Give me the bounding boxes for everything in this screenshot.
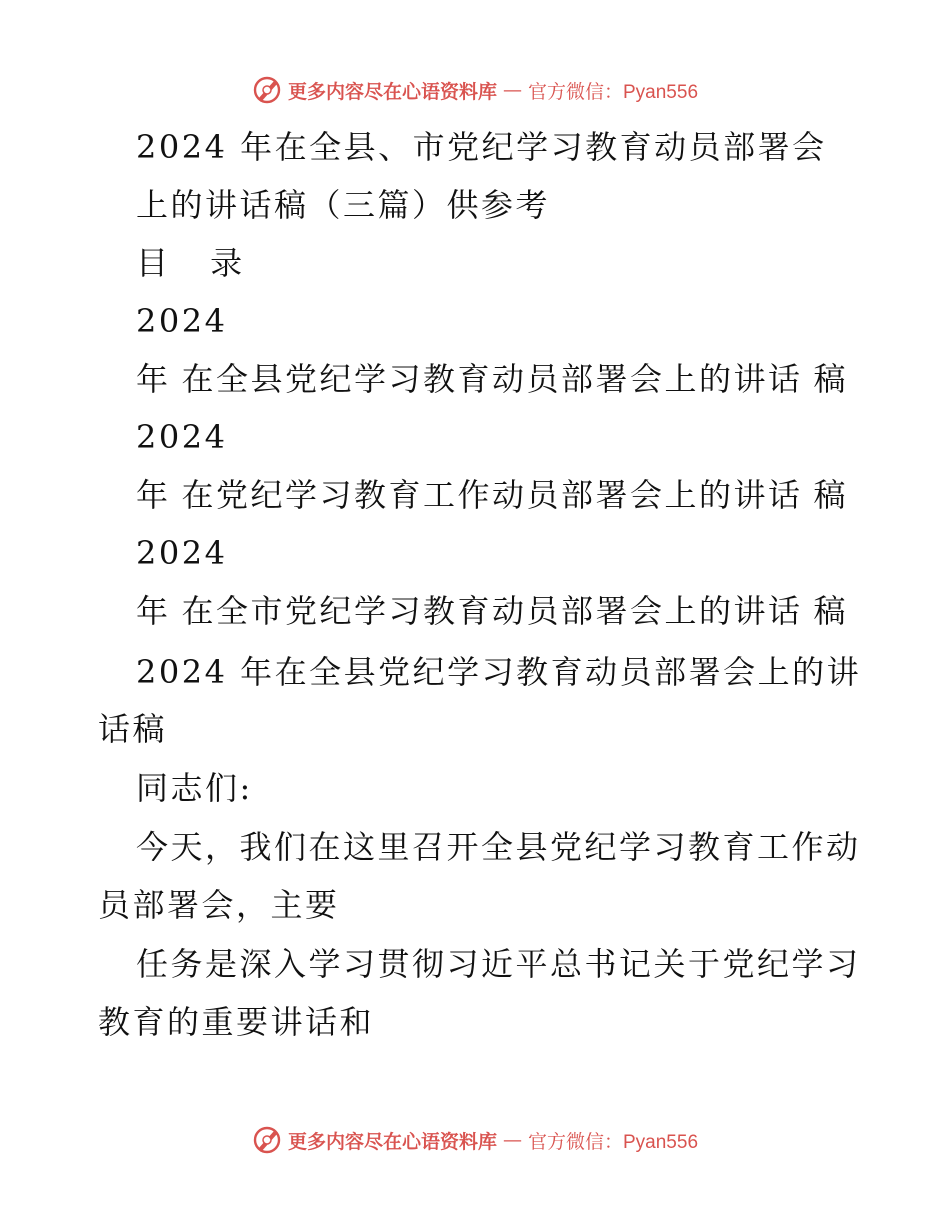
toc-item-1-prefix: 年 <box>136 360 171 398</box>
toc-item-2[interactable] <box>136 475 848 515</box>
footer-watermark <box>0 1122 950 1158</box>
watermark-text: 更多内容尽在心语资料库 <box>287 80 497 103</box>
paragraph-2-line-1: 任务是深入学习贯彻习近平总书记关于党纪学习 <box>136 945 861 983</box>
salutation: 同志们: <box>136 769 253 807</box>
section-title-line-1: 2024 年在全县党纪学习教育动员部署会上的讲 <box>136 653 862 691</box>
document-title-line-2: 上的讲话稿（三篇）供参考 <box>136 186 551 224</box>
toc-item-2-suffix: 稿 <box>813 476 848 514</box>
red-pen-seal-logo-icon <box>252 1125 282 1155</box>
watermark-contact: 官方微信：Pyan556 <box>528 1131 699 1153</box>
paragraph-2-line-2: 教育的重要讲话和 <box>98 1003 375 1041</box>
toc-item-3[interactable] <box>136 591 848 631</box>
toc-item-2-year: 2024 <box>136 418 228 456</box>
toc-item-1[interactable] <box>136 359 848 399</box>
toc-item-1-title: 在全县党纪学习教育动员部署会上的讲话 <box>181 360 803 398</box>
toc-item-3-suffix: 稿 <box>813 592 848 630</box>
red-pen-seal-logo-icon <box>252 75 282 105</box>
toc-item-2-title: 在党纪学习教育工作动员部署会上的讲话 <box>181 476 803 514</box>
toc-item-1-year: 2024 <box>136 302 228 340</box>
toc-item-3-prefix: 年 <box>136 592 171 630</box>
paragraph-1-line-2: 员部署会，主要 <box>98 886 340 924</box>
paragraph-1-line-1: 今天，我们在这里召开全县党纪学习教育工作动 <box>136 828 861 866</box>
toc-heading: 目 录 <box>136 244 259 282</box>
header-watermark <box>0 72 950 108</box>
watermark-dash: — <box>503 79 522 101</box>
toc-item-3-title: 在全市党纪学习教育动员部署会上的讲话 <box>181 592 803 630</box>
watermark-dash: — <box>503 1129 522 1151</box>
toc-item-2-prefix: 年 <box>136 476 171 514</box>
toc-item-3-year: 2024 <box>136 534 228 572</box>
watermark-contact: 官方微信：Pyan556 <box>528 81 699 103</box>
section-title-line-2: 话稿 <box>98 710 168 748</box>
toc-item-1-suffix: 稿 <box>813 360 848 398</box>
document-title-line-1: 2024 年在全县、市党纪学习教育动员部署会 <box>136 128 827 166</box>
watermark-text: 更多内容尽在心语资料库 <box>287 1130 497 1153</box>
